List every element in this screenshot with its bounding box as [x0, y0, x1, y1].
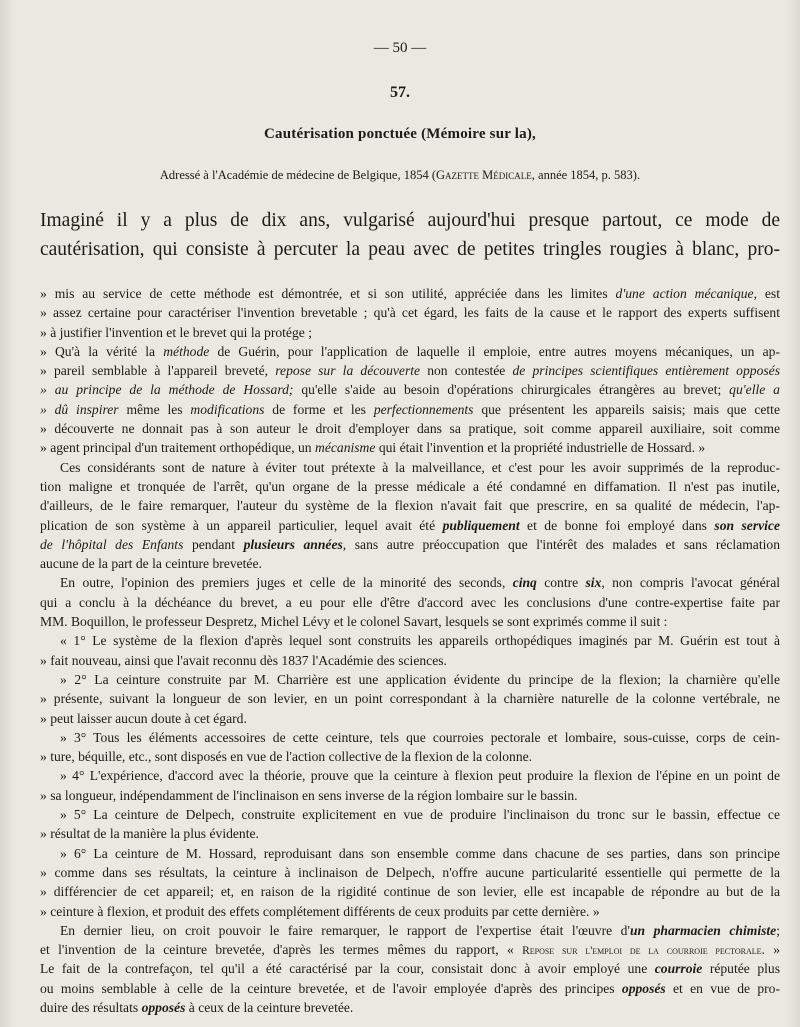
text-line — [40, 323, 780, 342]
text-run: MM. Boquillon, le professeur Despretz, Michel Lévy et le colonel Savart, lesquels se sont exprimés comme il suit : — [40, 614, 668, 630]
text-run: » ceinture à flexion, et produit des effets complétement différents de ceux produits par cette dernière. » — [40, 903, 600, 919]
italic-run: méthode — [163, 343, 210, 359]
text-line — [40, 516, 780, 535]
italic-run: opposés — [141, 999, 186, 1015]
text-run: qui a conclu à la déchéance du brevet, a eu pour elle d'être d'accord avec les conclusions d'une contre-expertise faite par — [40, 594, 780, 610]
text-run: tion maligne et tronquée de l'arrêt, qu'un organe de la presse médicale a été condamné en diffamation. Il n'est pas inutile, — [40, 478, 780, 494]
page-number: — 50 — — [373, 40, 427, 56]
text-run: ou moins semblable à celle de la ceinture brevetée, et de l'avoir employée d'après des principes — [40, 980, 622, 996]
text-line — [40, 573, 780, 592]
text-line — [40, 786, 780, 805]
body-text — [40, 284, 780, 1017]
text-run: duire des résultats — [40, 999, 142, 1015]
text-line — [40, 689, 780, 708]
text-line — [40, 728, 780, 747]
italic-run: modifications — [190, 401, 265, 417]
text-run: » 5° La ceinture de Delpech, construite explicitement en vue de produire l'inclinaison du tronc sur le bassin, effectue ce — [60, 807, 780, 823]
text-run: En dernier lieu, on croit pouvoir le faire remarquer, le rapport de l'expertise était l'œuvre d' — [60, 922, 630, 938]
italic-run: courroie — [654, 961, 703, 977]
italic-run: » dû inspirer — [40, 401, 119, 417]
text-line — [40, 882, 780, 901]
text-run: » ture, béquille, etc., sont disposés en vue de l'action collective de la flexion de la colonne. — [40, 749, 533, 765]
article-title: Cautérisation ponctuée (Mémoire sur la), — [264, 126, 536, 142]
text-run: de forme et les — [264, 401, 374, 417]
text-run: » assez certaine pour caractériser l'invention brevetable ; qu'à cet égard, les faits de la cause et le rapport des experts suffisent — [40, 305, 780, 321]
text-run: » peut laisser aucun doute à cet égard. — [40, 710, 247, 726]
text-line — [40, 631, 780, 650]
italic-run: mécanisme — [315, 440, 376, 456]
text-run: d'ailleurs, de le faire remarquer, l'auteur du système de la flexion n'avait fait que prescrire, en sa qualité de médecin, l'ap- — [40, 498, 780, 514]
italic-run: perfectionnements — [373, 401, 474, 417]
text-line — [40, 380, 780, 399]
text-run: de Guérin, pour l'application de laquelle il emploie, entre autres moyens mécaniques, un ap- — [209, 343, 780, 359]
text-line — [40, 766, 780, 785]
italic-run: un pharmacien chimiste — [629, 922, 777, 938]
text-line — [40, 438, 780, 457]
text-run: pendant — [183, 536, 244, 552]
text-run: » sa longueur, indépendamment de l'inclinaison en sens inverse de la région lombaire sur le bassin. — [40, 787, 578, 803]
text-run: » 6° La ceinture de M. Hossard, reproduisant dans son ensemble comme dans chacune de ses parties, dans son principe — [60, 845, 780, 861]
italic-run: cinq — [512, 575, 537, 591]
text-run: aucune de la part de la ceinture brevetée. — [40, 556, 262, 572]
text-run: » agent principal d'un traitement orthopédique, un — [40, 440, 316, 456]
article-subtitle — [0, 168, 800, 183]
text-line — [40, 458, 780, 477]
text-line — [40, 709, 780, 728]
lead-paragraph — [40, 206, 780, 264]
italic-run: son service — [714, 517, 780, 533]
text-run: à ceux de la ceinture brevetée. — [185, 999, 354, 1015]
text-line — [40, 651, 780, 670]
text-line — [40, 554, 780, 573]
text-line — [40, 670, 780, 689]
text-run: » 2° La ceinture construite par M. Charrière est une application évidente du principe de la flexion; la charnière qu'elle — [60, 671, 780, 687]
text-run: réputée plus — [702, 961, 780, 977]
text-run: » 4° L'expérience, d'accord avec la théorie, prouve que la ceinture à flexion peut produire la flexion de l'épine en un point de — [60, 768, 780, 784]
text-line — [40, 824, 780, 843]
text-run: » pareil semblable à l'appareil breveté, — [40, 363, 276, 379]
text-run: En outre, l'opinion des premiers juges et celle de la minorité des seconds, — [60, 575, 513, 591]
text-run: même les — [118, 401, 191, 417]
italic-run: qu'elle a — [729, 382, 780, 398]
text-run: , sans autre préoccupation que l'intérêt des malades et sans réclamation — [342, 536, 780, 552]
text-line — [40, 612, 780, 631]
italic-run: publiquement — [442, 517, 520, 533]
text-run: ; — [776, 922, 780, 938]
text-line — [40, 805, 780, 824]
italic-run: » au principe de la méthode de Hossard; — [40, 382, 294, 398]
italic-run: repose sur la découverte — [275, 363, 421, 379]
subtitle-journal: Gazette Médicale — [436, 168, 532, 182]
text-line — [40, 921, 780, 940]
text-run: . » — [761, 942, 780, 958]
text-run: » Qu'à la vérité la — [40, 343, 164, 359]
text-line — [40, 902, 780, 921]
text-run: » 3° Tous les éléments accessoires de cette ceinture, tels que courroies pectorale et lombaire, sous-cuisse, corps de cein- — [60, 729, 780, 745]
text-line — [40, 477, 780, 496]
lead-line: Imaginé il y a plus de dix ans, vulgarisé aujourd'hui presque partout, ce mode de — [40, 210, 780, 231]
text-line — [40, 593, 780, 612]
text-run: » découverte ne donnait pas à son auteur le droit d'employer dans sa pratique, soit comme appareil auxiliaire, soit comme — [40, 421, 780, 437]
text-line — [40, 998, 780, 1017]
text-run: et en vue de pro- — [665, 980, 780, 996]
text-line — [40, 303, 780, 322]
text-line — [40, 747, 780, 766]
text-run: Ces considérants sont de nature à éviter tout prétexte à la malveillance, et c'est pour les avoir supprimés de la reproduc- — [60, 459, 780, 475]
text-line — [40, 400, 780, 419]
text-run: » à justifier l'invention et le brevet qui la protége ; — [40, 324, 312, 340]
text-line — [40, 419, 780, 438]
text-run: Le fait de la contrefaçon, tel qu'il a été caractérisé par la cour, consistait donc à avoir employé une — [40, 961, 655, 977]
text-line — [40, 940, 780, 959]
text-run: « 1° Le système de la flexion d'après lequel sont construits les appareils orthopédiques imaginés par M. Guérin est tout à — [60, 633, 780, 649]
text-line — [40, 284, 780, 303]
text-line — [40, 361, 780, 380]
text-run: » fait nouveau, ainsi que l'avait reconnu dès 1837 l'Académie des sciences. — [40, 652, 447, 668]
text-run: et l'invention de la ceinture brevetée, d'après les termes mêmes du rapport, « — [40, 942, 523, 958]
subtitle-after: , année 1854, p. 583). — [531, 168, 641, 182]
lead-line: cautérisation, qui consiste à percuter la peau avec de petites tringles rougies à blanc, pro- — [40, 239, 780, 260]
text-run: » présente, suivant la longueur de son levier, en un point correspondant à la charnière naturelle de la colonne vertébrale, ne — [40, 691, 780, 707]
text-run: que présentent les appareils saisis; mais que cette — [473, 401, 780, 417]
text-run: et de bonne foi employé dans — [519, 517, 715, 533]
text-run: qui était l'invention et la propriété industrielle de Hossard. » — [375, 440, 706, 456]
section-number: 57. — [390, 84, 410, 101]
text-line — [40, 496, 780, 515]
text-line — [40, 863, 780, 882]
text-run: contre — [536, 575, 586, 591]
text-run: » comme dans ses résultats, la ceinture à inclinaison de Delpech, n'offre aucune particularité essentielle qui permette de la — [40, 864, 780, 880]
text-run: , est — [753, 286, 780, 301]
text-run: plication de son système à un appareil particulier, lequel avait été — [40, 517, 443, 533]
text-line — [40, 844, 780, 863]
smallcaps-run: Repose sur l'emploi de la courroie pectorale — [522, 945, 762, 958]
text-line — [40, 959, 780, 978]
text-run: non contestée — [420, 363, 513, 379]
text-run: qu'elle s'aide au besoin d'opérations chirurgicales étrangères au brevet; — [293, 382, 730, 398]
italic-run: plusieurs années — [243, 536, 343, 552]
text-run: , non compris l'avocat général — [601, 575, 780, 591]
italic-run: de l'hôpital des Enfants — [40, 536, 184, 552]
text-run: » résultat de la manière la plus évidente. — [40, 826, 259, 842]
text-run: » mis au service de cette méthode est démontrée, et si son utilité, appréciée dans les limites — [40, 286, 616, 301]
italic-run: de principes scientifiques entièrement opposés — [512, 363, 780, 379]
italic-run: six — [585, 575, 602, 591]
text-line — [40, 342, 780, 361]
text-line — [40, 535, 780, 554]
subtitle-before: Adressé à l'Académie de médecine de Belgique, 1854 ( — [159, 168, 437, 182]
italic-run: opposés — [621, 980, 666, 996]
italic-run: d'une action mécanique — [615, 286, 754, 301]
text-run: » différencier de cet appareil; et, en raison de la rigidité continue de son levier, elle est incapable de répondre au but de la — [40, 884, 780, 900]
text-line — [40, 979, 780, 998]
